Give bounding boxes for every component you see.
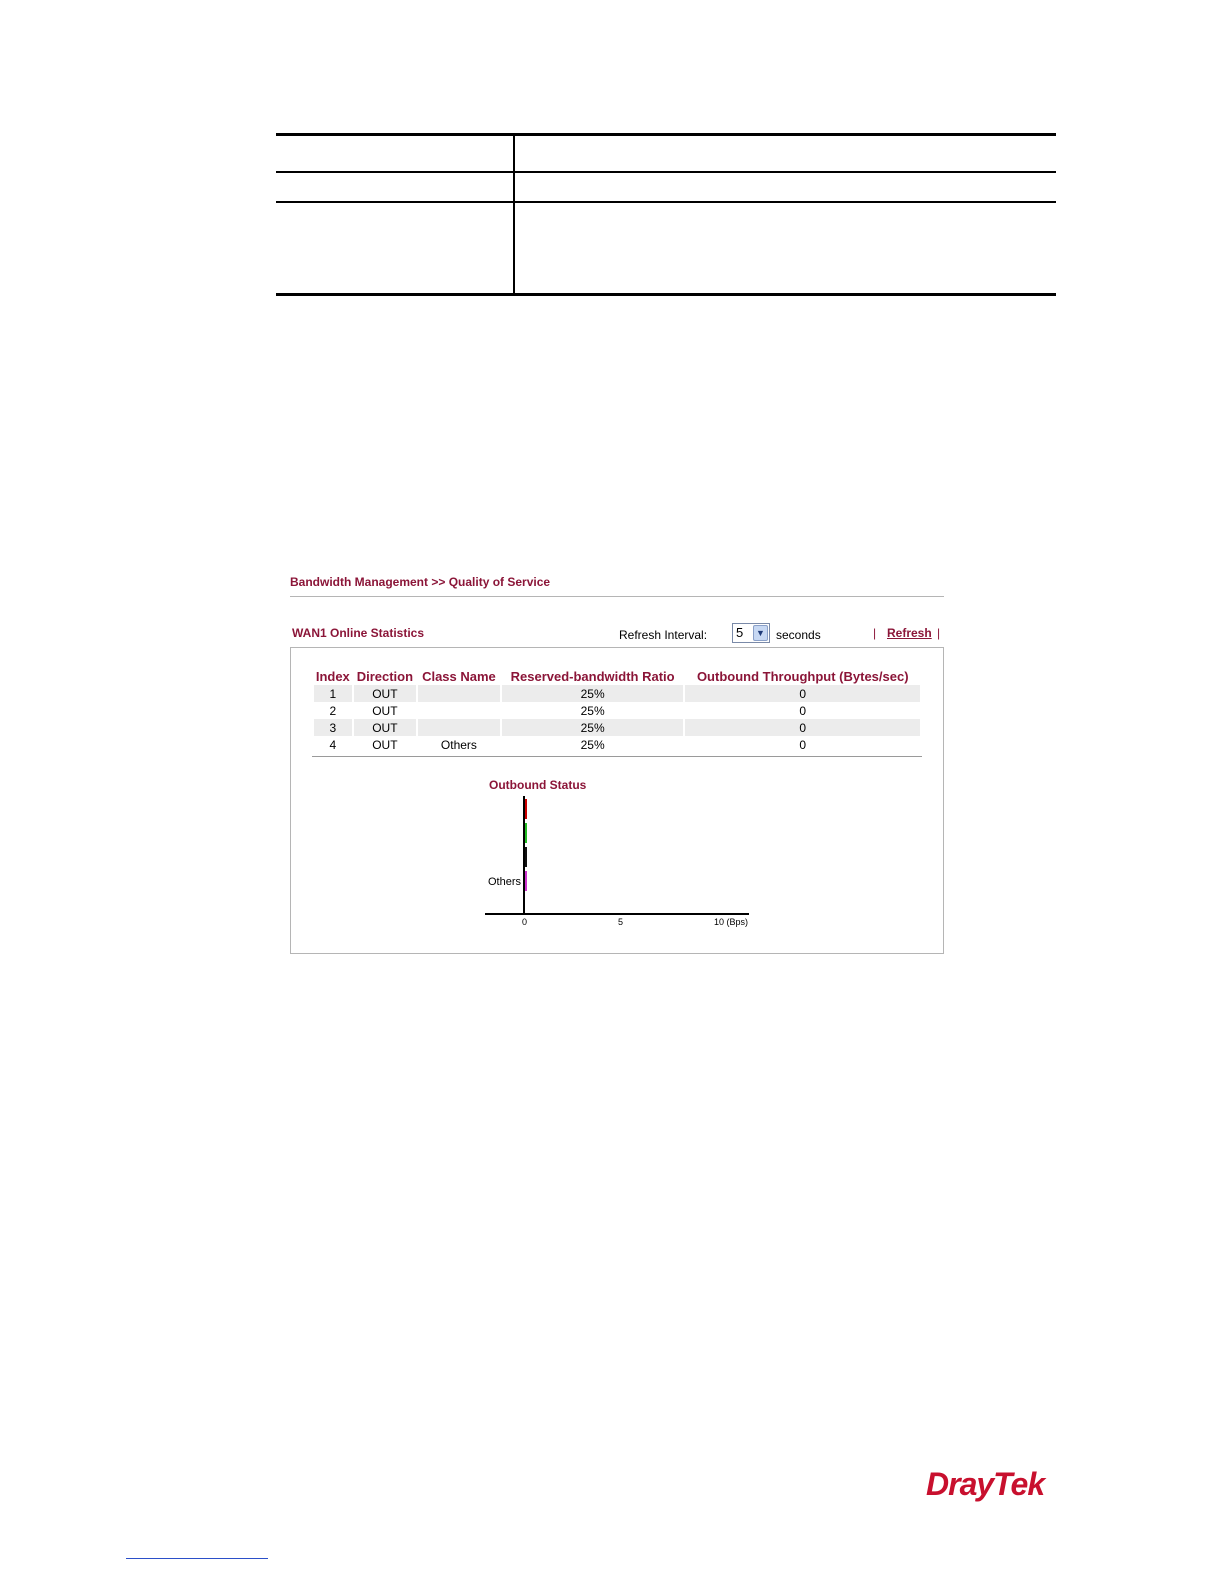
cell-direction: OUT (354, 719, 416, 736)
cell-class-name (418, 719, 500, 736)
draytek-logo: DrayTek (926, 1466, 1045, 1502)
col-class-name: Class Name (422, 668, 496, 684)
stats-title: WAN1 Online Statistics (292, 626, 425, 640)
cell-class-name (418, 685, 500, 702)
x-tick-label: 10 (Bps) (714, 917, 749, 927)
category-label: Others (487, 876, 521, 888)
table-row (314, 736, 920, 753)
stats-table (312, 667, 922, 753)
table-row (314, 719, 920, 736)
table-row (314, 685, 920, 702)
cell-throughput: 0 (799, 737, 807, 752)
cell-throughput: 0 (685, 685, 920, 702)
separator: | (937, 626, 941, 640)
cell-index: 2 (329, 703, 337, 718)
table-header-rule (276, 171, 1056, 173)
cell-class-name: Others (440, 737, 477, 752)
stats-panel (290, 647, 944, 954)
cell-direction: OUT (372, 737, 398, 752)
col-direction: Direction (356, 668, 414, 684)
x-tick-label: 5 (618, 917, 624, 927)
chevron-down-icon[interactable]: ▼ (753, 625, 768, 641)
seconds-label: seconds (776, 628, 821, 642)
breadcrumb-divider (290, 596, 944, 597)
refresh-interval-value: 5 (736, 625, 744, 640)
panel-divider (312, 756, 922, 757)
separator: | (873, 626, 877, 640)
breadcrumb: Bandwidth Management >> Quality of Service (290, 575, 551, 589)
cell-index: 3 (314, 719, 352, 736)
x-tick-label: 0 (522, 917, 528, 927)
cell-class-name (418, 702, 500, 719)
cell-index: 4 (329, 737, 337, 752)
cell-ratio: 25% (580, 737, 605, 752)
cell-throughput: 0 (799, 703, 807, 718)
cell-index: 1 (314, 685, 352, 702)
col-index: Index (315, 668, 350, 684)
table-row-rule (276, 201, 1056, 203)
cell-throughput: 0 (685, 719, 920, 736)
table-bottom-rule (276, 293, 1056, 296)
col-outbound-throughput: Outbound Throughput (Bytes/sec) (696, 668, 909, 684)
chart-title: Outbound Status (489, 778, 587, 792)
qos-screenshot (290, 570, 946, 956)
cell-direction: OUT (354, 685, 416, 702)
parameter-table (276, 133, 1056, 296)
table-header-row (314, 667, 920, 685)
col-reserved-ratio: Reserved-bandwidth Ratio (510, 668, 675, 684)
cell-ratio: 25% (502, 719, 684, 736)
table-column-divider (513, 133, 515, 296)
outbound-status-chart (473, 774, 773, 934)
refresh-interval-select[interactable] (732, 623, 770, 643)
refresh-link[interactable]: Refresh (887, 626, 932, 640)
table-row (314, 702, 920, 719)
refresh-interval-label: Refresh Interval: (619, 628, 708, 642)
cell-ratio: 25% (580, 703, 605, 718)
table-top-rule (276, 133, 1056, 136)
footer-link-rule (126, 1558, 268, 1559)
cell-direction: OUT (372, 703, 398, 718)
cell-ratio: 25% (502, 685, 684, 702)
